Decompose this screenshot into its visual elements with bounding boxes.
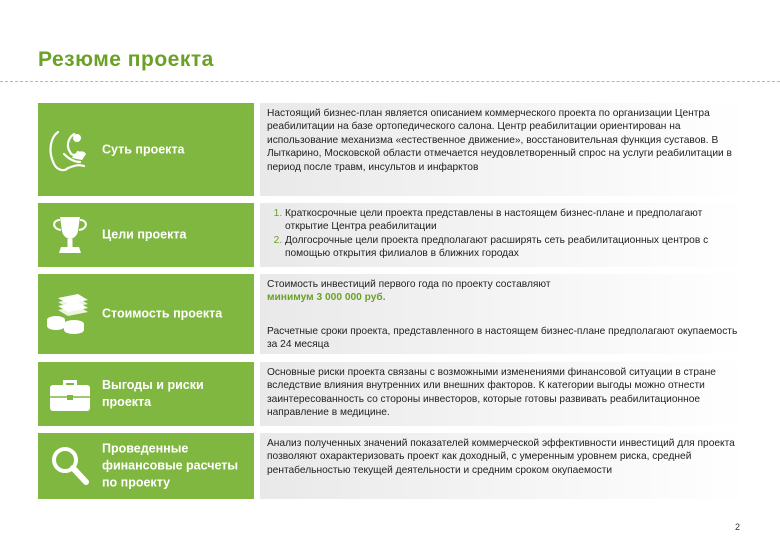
magnifier-icon bbox=[44, 440, 96, 492]
money-stack-icon bbox=[44, 288, 96, 340]
page-number: 2 bbox=[734, 522, 740, 532]
row-risks bbox=[38, 362, 748, 426]
tile-label-summary: Суть проекта bbox=[102, 142, 185, 156]
goals-list bbox=[267, 207, 740, 261]
cost-gap bbox=[267, 305, 740, 325]
desc-financials bbox=[260, 433, 748, 499]
summary-text: Настоящий бизнес-план является описанием коммерческого проекта по организации Центра реабилитации на базе ортопедического салона. Центр реабилитации ориентирован на использование механизма «естественное движение», восстановительная функция суставов. В Лыткарино, Московской области отмечается неудовлетворенный спрос на услуги реабилитации в период после травм, инсультов и инфарктов bbox=[267, 108, 732, 173]
page-title: Резюме проекта bbox=[38, 48, 214, 71]
risks-text: Основные риски проекта связаны с возможными изменениями финансовой ситуации в стране вследствие влияния внутренних или внешних факторов. К категории выгоды можно отнести заинтересованность со стороны инвесторов, которые готовы развивать реабилитационное направление в медицине. bbox=[267, 367, 716, 419]
desc-risks bbox=[260, 362, 748, 426]
row-summary bbox=[38, 103, 748, 196]
tile-label-financials: Проведенные финансовые расчеты по проекту bbox=[102, 441, 239, 490]
tile-summary bbox=[38, 103, 254, 196]
row-goals bbox=[38, 203, 748, 267]
tile-risks bbox=[38, 362, 254, 426]
tile-label-goals: Цели проекта bbox=[102, 227, 187, 242]
tile-label-risks: Выгоды и риски проекта bbox=[102, 378, 204, 409]
briefcase-icon bbox=[44, 368, 96, 420]
financials-text: Анализ полученных значений показателей коммерческой эффективности инвестиций для проекта позволяют охарактеризовать проект как доходный, с умеренным уровнем риска, средней рентабельностью текущей деятельности и средним сроком окупаемости bbox=[267, 438, 735, 476]
desc-cost bbox=[260, 274, 748, 354]
cost-highlight: минимум 3 000 000 руб. bbox=[267, 292, 386, 304]
tile-goals bbox=[38, 203, 254, 267]
tile-cost bbox=[38, 274, 254, 354]
desc-summary bbox=[260, 103, 748, 196]
row-cost bbox=[38, 274, 748, 354]
cost-text: Стоимость инвестиций первого года по проекту составляют bbox=[267, 279, 551, 290]
goal-item-long-term: 2. Долгосрочные цели проекта предполагают расширять сеть реабилитационных центров с помощью открытия филиалов в ближних городах bbox=[285, 234, 740, 261]
title-divider bbox=[0, 81, 780, 82]
row-financials bbox=[38, 433, 748, 499]
trophy-icon bbox=[44, 209, 96, 261]
desc-goals bbox=[260, 203, 748, 267]
payback-text: Расчетные сроки проекта, представленного в настоящем бизнес-плане предполагают окупаемость за 24 месяца bbox=[267, 325, 738, 351]
tile-financials bbox=[38, 433, 254, 499]
goal-item-short-term: 1. Краткосрочные цели проекта представлены в настоящем бизнес-плане и предполагают открытие Центра реабилитации bbox=[285, 207, 740, 234]
people-icon bbox=[44, 124, 96, 176]
tile-label-cost: Стоимость проекта bbox=[102, 306, 223, 321]
